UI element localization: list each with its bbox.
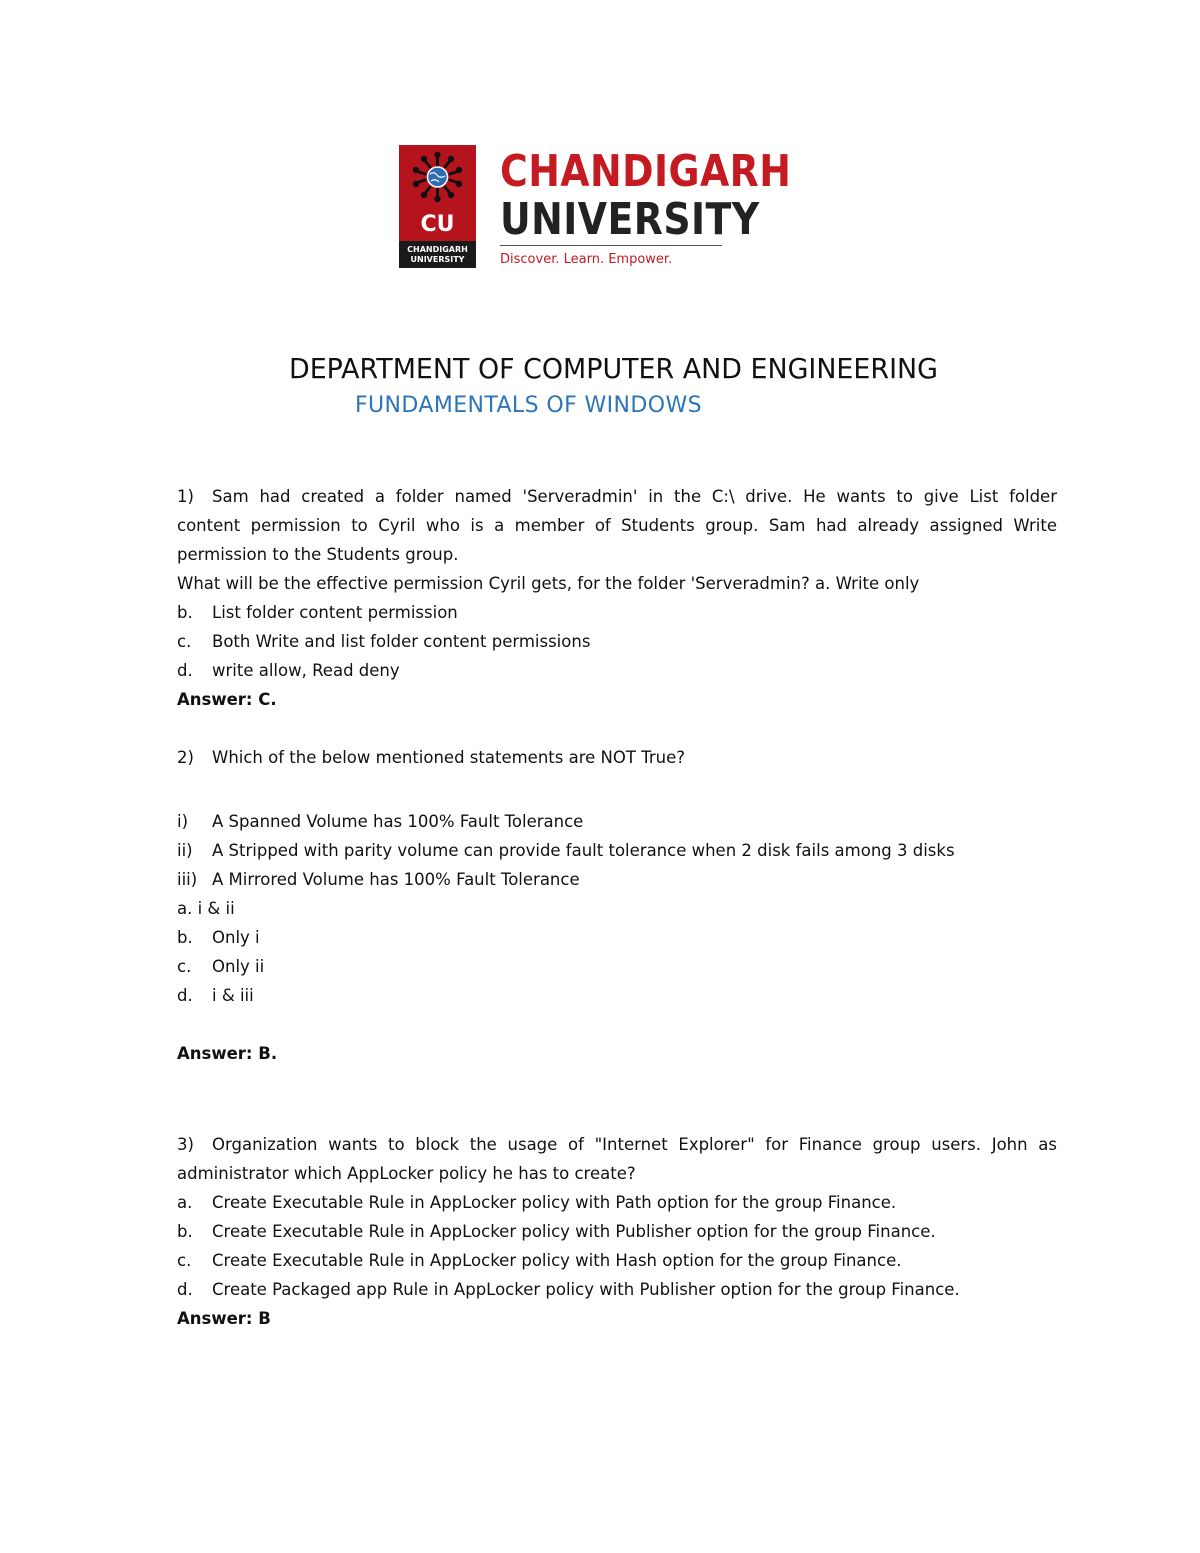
statement-i [177, 807, 1057, 836]
option-a: a. i & ii [177, 899, 235, 918]
seal-name-line2: UNIVERSITY [410, 255, 465, 264]
option-b [177, 923, 1057, 952]
statement-label: ii) [177, 841, 193, 860]
answer-1: Answer: C. [177, 690, 277, 709]
spacer [177, 714, 1057, 743]
question-number: 2) [177, 748, 194, 767]
department-heading: DEPARTMENT OF COMPUTER AND ENGINEERING [289, 352, 938, 385]
option-d [177, 981, 1057, 1010]
question-2-line1 [177, 743, 1057, 772]
question-text: Which of the below mentioned statements are NOT True? [212, 748, 685, 767]
question-3-line1 [177, 1130, 1057, 1159]
statement-ii [177, 836, 1057, 865]
option-label: c. [177, 632, 192, 651]
option-label: a. [177, 1193, 193, 1212]
question-3-line2: administrator which AppLocker policy he has to create? [177, 1164, 636, 1183]
question-number: 3) [177, 1135, 194, 1154]
option-text: i & iii [212, 986, 254, 1005]
option-c [177, 952, 1057, 981]
option-text: Only ii [212, 957, 265, 976]
option-label: c. [177, 1251, 192, 1270]
brand-name-line2: UNIVERSITY [500, 194, 760, 245]
option-a [177, 1188, 1057, 1217]
option-text: Create Packaged app Rule in AppLocker policy with Publisher option for the group Finance. [212, 1280, 960, 1299]
seal-emblem-icon [399, 145, 476, 211]
option-label: d. [177, 661, 193, 680]
spacer [177, 772, 1057, 807]
option-label: b. [177, 1222, 193, 1241]
question-number: 1) [177, 487, 194, 506]
statement-label: i) [177, 812, 189, 831]
statement-text: A Spanned Volume has 100% Fault Tolerance [212, 812, 584, 831]
option-text: Both Write and list folder content permissions [212, 632, 591, 651]
option-c [177, 1246, 1057, 1275]
option-label: b. [177, 928, 193, 947]
option-text: Only i [212, 928, 260, 947]
option-label: d. [177, 986, 193, 1005]
option-label: c. [177, 957, 192, 976]
option-d [177, 656, 1057, 685]
option-b [177, 1217, 1057, 1246]
question-1-line2: content permission to Cyril who is a member of Students group. Sam had already assigned Write [177, 516, 1057, 535]
question-1-line1 [177, 482, 1057, 511]
statement-iii [177, 865, 1057, 894]
brand-name-line1: CHANDIGARH [500, 146, 792, 197]
question-1-line4: What will be the effective permission Cyril gets, for the folder 'Serveradmin? a. Write only [177, 574, 920, 593]
spacer [177, 1010, 1057, 1039]
option-text: Create Executable Rule in AppLocker policy with Publisher option for the group Finance. [212, 1222, 936, 1241]
option-text: Create Executable Rule in AppLocker policy with Hash option for the group Finance. [212, 1251, 902, 1270]
statement-text: A Stripped with parity volume can provide fault tolerance when 2 disk fails among 3 disks [212, 841, 955, 860]
option-c [177, 627, 1057, 656]
option-text: Create Executable Rule in AppLocker policy with Path option for the group Finance. [212, 1193, 897, 1212]
brand-divider [500, 245, 722, 246]
option-text: write allow, Read deny [212, 661, 400, 680]
answer-2: Answer: B. [177, 1044, 278, 1063]
statement-label: iii) [177, 870, 198, 889]
university-logo [399, 145, 792, 270]
seal-name-line1: CHANDIGARH [407, 245, 468, 254]
spacer [177, 1068, 1057, 1130]
subject-heading: FUNDAMENTALS OF WINDOWS [355, 393, 702, 418]
answer-3: Answer: B [177, 1309, 271, 1328]
seal-cu-letters: CU [420, 212, 455, 237]
option-b [177, 598, 1057, 627]
question-1-line3: permission to the Students group. [177, 545, 459, 564]
question-text: Organization wants to block the usage of "Internet Explorer" for Finance group users. John as [212, 1135, 1057, 1154]
question-list [177, 482, 1057, 1333]
option-d [177, 1275, 1057, 1304]
option-label: d. [177, 1280, 193, 1299]
option-label: b. [177, 603, 193, 622]
university-seal [399, 145, 476, 268]
brand-tagline: Discover. Learn. Empower. [500, 252, 673, 267]
statement-text: A Mirrored Volume has 100% Fault Tolerance [212, 870, 580, 889]
option-text: List folder content permission [212, 603, 458, 622]
question-text: Sam had created a folder named 'Serveradmin' in the C:\ drive. He wants to give List folder [212, 487, 1057, 506]
